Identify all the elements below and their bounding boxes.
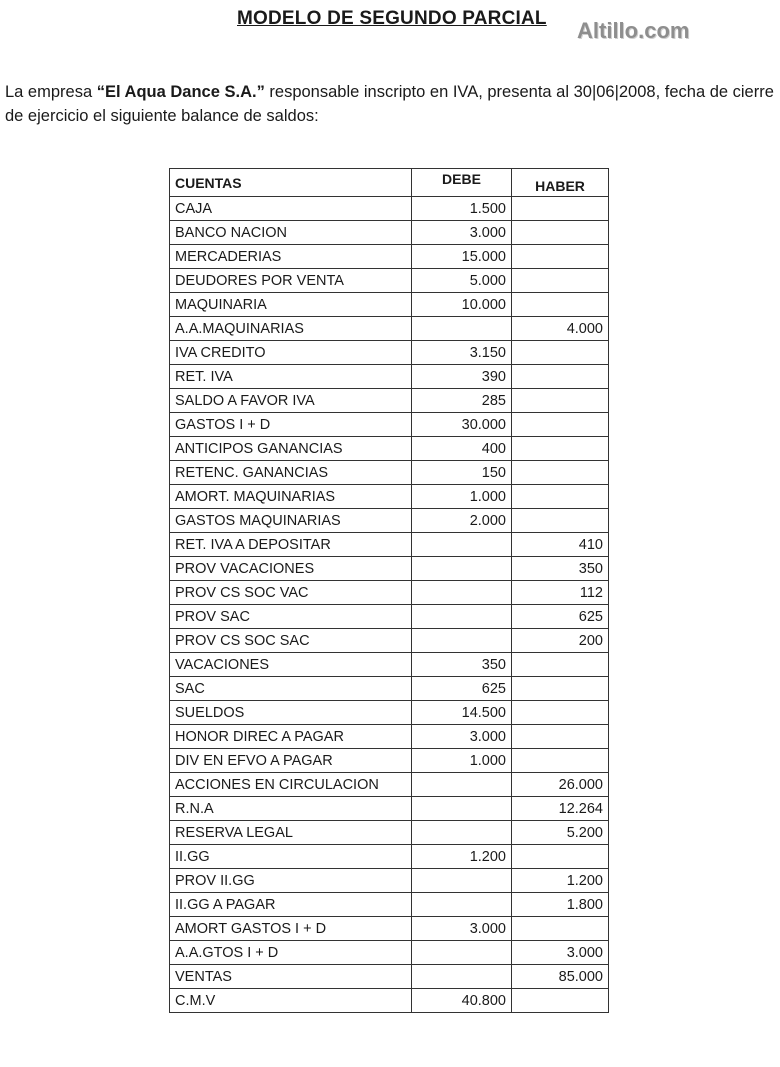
debe-cell: 1.000 bbox=[412, 749, 512, 773]
debe-cell: 1.000 bbox=[412, 485, 512, 509]
haber-cell: 1.200 bbox=[512, 869, 609, 893]
table-row bbox=[170, 941, 609, 965]
table-row bbox=[170, 197, 609, 221]
haber-cell: 112 bbox=[512, 581, 609, 605]
table-row bbox=[170, 533, 609, 557]
account-cell: SAC bbox=[170, 677, 412, 701]
account-cell: GASTOS I + D bbox=[170, 413, 412, 437]
haber-cell: 3.000 bbox=[512, 941, 609, 965]
account-cell: SUELDOS bbox=[170, 701, 412, 725]
haber-cell bbox=[512, 389, 609, 413]
account-cell: RET. IVA bbox=[170, 365, 412, 389]
account-cell: DEUDORES POR VENTA bbox=[170, 269, 412, 293]
debe-cell bbox=[412, 533, 512, 557]
account-cell: VACACIONES bbox=[170, 653, 412, 677]
haber-cell bbox=[512, 509, 609, 533]
account-cell: RETENC. GANANCIAS bbox=[170, 461, 412, 485]
watermark-logo: Altillo.com bbox=[577, 18, 690, 43]
debe-cell: 1.200 bbox=[412, 845, 512, 869]
debe-cell: 285 bbox=[412, 389, 512, 413]
haber-cell bbox=[512, 413, 609, 437]
debe-cell bbox=[412, 821, 512, 845]
debe-cell bbox=[412, 581, 512, 605]
header-cuentas: CUENTAS bbox=[170, 169, 412, 197]
haber-cell bbox=[512, 989, 609, 1013]
account-cell: CAJA bbox=[170, 197, 412, 221]
haber-cell: 5.200 bbox=[512, 821, 609, 845]
table-row bbox=[170, 557, 609, 581]
table-row bbox=[170, 437, 609, 461]
debe-cell: 3.000 bbox=[412, 221, 512, 245]
haber-cell bbox=[512, 485, 609, 509]
debe-cell: 40.800 bbox=[412, 989, 512, 1013]
debe-cell: 3.000 bbox=[412, 725, 512, 749]
haber-cell bbox=[512, 245, 609, 269]
account-cell: SALDO A FAVOR IVA bbox=[170, 389, 412, 413]
table-row bbox=[170, 629, 609, 653]
haber-cell bbox=[512, 269, 609, 293]
table-row bbox=[170, 725, 609, 749]
haber-cell bbox=[512, 341, 609, 365]
table-row bbox=[170, 917, 609, 941]
account-cell: RET. IVA A DEPOSITAR bbox=[170, 533, 412, 557]
haber-cell: 1.800 bbox=[512, 893, 609, 917]
haber-cell bbox=[512, 437, 609, 461]
debe-cell: 400 bbox=[412, 437, 512, 461]
account-cell: PROV CS SOC SAC bbox=[170, 629, 412, 653]
haber-cell bbox=[512, 677, 609, 701]
debe-cell: 2.000 bbox=[412, 509, 512, 533]
table-row bbox=[170, 605, 609, 629]
account-cell: BANCO NACION bbox=[170, 221, 412, 245]
intro-paragraph bbox=[5, 80, 780, 128]
intro-text-after: responsable inscripto en IVA, presenta al 30|06|2008, fecha de cierre de ejercicio el siguiente balance de saldos: bbox=[5, 83, 774, 125]
debe-cell: 150 bbox=[412, 461, 512, 485]
table-row bbox=[170, 413, 609, 437]
account-cell: MERCADERIAS bbox=[170, 245, 412, 269]
table-row bbox=[170, 653, 609, 677]
account-cell: GASTOS MAQUINARIAS bbox=[170, 509, 412, 533]
account-cell: AMORT GASTOS I + D bbox=[170, 917, 412, 941]
table-row bbox=[170, 821, 609, 845]
table-row bbox=[170, 293, 609, 317]
table-row bbox=[170, 893, 609, 917]
debe-cell bbox=[412, 773, 512, 797]
table-row bbox=[170, 245, 609, 269]
table-row bbox=[170, 845, 609, 869]
haber-cell bbox=[512, 845, 609, 869]
account-cell: IVA CREDITO bbox=[170, 341, 412, 365]
debe-cell: 625 bbox=[412, 677, 512, 701]
account-cell: ACCIONES EN CIRCULACION bbox=[170, 773, 412, 797]
haber-cell bbox=[512, 725, 609, 749]
table-row bbox=[170, 269, 609, 293]
debe-cell bbox=[412, 317, 512, 341]
account-cell: RESERVA LEGAL bbox=[170, 821, 412, 845]
account-cell: A.A.GTOS I + D bbox=[170, 941, 412, 965]
table-header-row bbox=[170, 169, 609, 197]
table-row bbox=[170, 365, 609, 389]
debe-cell: 1.500 bbox=[412, 197, 512, 221]
debe-cell: 3.150 bbox=[412, 341, 512, 365]
account-cell: A.A.MAQUINARIAS bbox=[170, 317, 412, 341]
debe-cell: 3.000 bbox=[412, 917, 512, 941]
header-debe: DEBE bbox=[412, 169, 512, 197]
account-cell: DIV EN EFVO A PAGAR bbox=[170, 749, 412, 773]
table-row bbox=[170, 965, 609, 989]
haber-cell bbox=[512, 221, 609, 245]
haber-cell bbox=[512, 701, 609, 725]
debe-cell bbox=[412, 797, 512, 821]
debe-cell bbox=[412, 893, 512, 917]
account-cell: R.N.A bbox=[170, 797, 412, 821]
table-row bbox=[170, 221, 609, 245]
haber-cell bbox=[512, 461, 609, 485]
haber-cell bbox=[512, 365, 609, 389]
haber-cell bbox=[512, 917, 609, 941]
table-row bbox=[170, 389, 609, 413]
haber-cell bbox=[512, 197, 609, 221]
haber-cell: 350 bbox=[512, 557, 609, 581]
table-row bbox=[170, 461, 609, 485]
table-row bbox=[170, 773, 609, 797]
account-cell: II.GG bbox=[170, 845, 412, 869]
account-cell: HONOR DIREC A PAGAR bbox=[170, 725, 412, 749]
account-cell: PROV II.GG bbox=[170, 869, 412, 893]
debe-cell bbox=[412, 869, 512, 893]
table-row bbox=[170, 749, 609, 773]
haber-cell bbox=[512, 653, 609, 677]
debe-cell: 15.000 bbox=[412, 245, 512, 269]
haber-cell: 410 bbox=[512, 533, 609, 557]
table-row bbox=[170, 485, 609, 509]
account-cell: PROV CS SOC VAC bbox=[170, 581, 412, 605]
table-row bbox=[170, 869, 609, 893]
table-row bbox=[170, 989, 609, 1013]
haber-cell: 200 bbox=[512, 629, 609, 653]
table-row bbox=[170, 677, 609, 701]
haber-cell: 85.000 bbox=[512, 965, 609, 989]
table-row bbox=[170, 341, 609, 365]
debe-cell bbox=[412, 941, 512, 965]
debe-cell bbox=[412, 965, 512, 989]
account-cell: MAQUINARIA bbox=[170, 293, 412, 317]
debe-cell: 30.000 bbox=[412, 413, 512, 437]
account-cell: II.GG A PAGAR bbox=[170, 893, 412, 917]
table-row bbox=[170, 509, 609, 533]
haber-cell bbox=[512, 749, 609, 773]
balance-table bbox=[169, 168, 609, 1013]
header-haber: HABER bbox=[512, 169, 609, 197]
debe-cell: 390 bbox=[412, 365, 512, 389]
company-name: “El Aqua Dance S.A.” bbox=[96, 83, 265, 101]
haber-cell: 4.000 bbox=[512, 317, 609, 341]
account-cell: PROV VACACIONES bbox=[170, 557, 412, 581]
table-row bbox=[170, 797, 609, 821]
account-cell: ANTICIPOS GANANCIAS bbox=[170, 437, 412, 461]
table-row bbox=[170, 581, 609, 605]
debe-cell: 5.000 bbox=[412, 269, 512, 293]
account-cell: PROV SAC bbox=[170, 605, 412, 629]
account-cell: AMORT. MAQUINARIAS bbox=[170, 485, 412, 509]
debe-cell: 10.000 bbox=[412, 293, 512, 317]
account-cell: C.M.V bbox=[170, 989, 412, 1013]
haber-cell: 625 bbox=[512, 605, 609, 629]
haber-cell: 26.000 bbox=[512, 773, 609, 797]
debe-cell: 14.500 bbox=[412, 701, 512, 725]
haber-cell bbox=[512, 293, 609, 317]
debe-cell bbox=[412, 629, 512, 653]
page-title: MODELO DE SEGUNDO PARCIAL bbox=[237, 8, 547, 29]
haber-cell: 12.264 bbox=[512, 797, 609, 821]
account-cell: VENTAS bbox=[170, 965, 412, 989]
debe-cell: 350 bbox=[412, 653, 512, 677]
debe-cell bbox=[412, 557, 512, 581]
table-row bbox=[170, 701, 609, 725]
debe-cell bbox=[412, 605, 512, 629]
intro-text-before: La empresa bbox=[5, 83, 97, 101]
table-row bbox=[170, 317, 609, 341]
